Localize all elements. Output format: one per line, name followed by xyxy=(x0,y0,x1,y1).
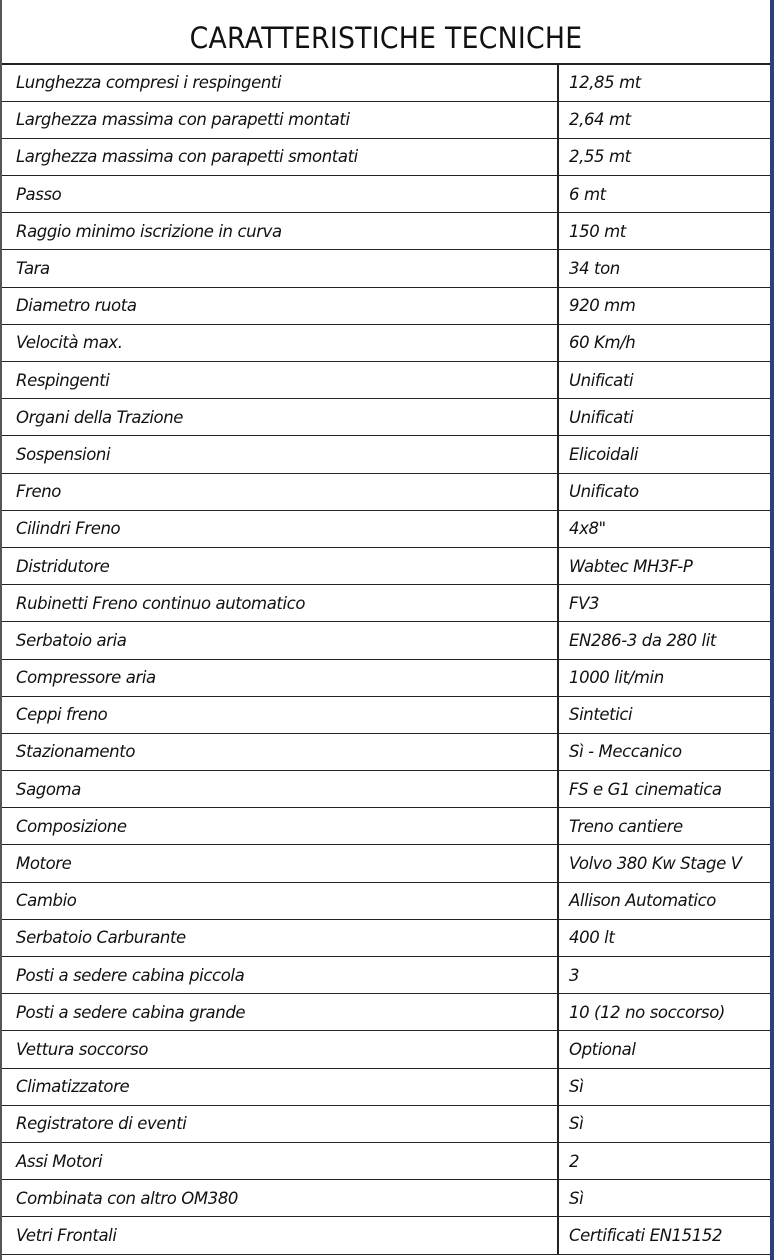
table-row xyxy=(2,64,770,101)
spec-value: 60 Km/h xyxy=(558,324,770,361)
spec-value: 920 mm xyxy=(558,287,770,324)
spec-value: 6 mt xyxy=(558,176,770,213)
spec-value: 34 ton xyxy=(558,250,770,287)
spec-value: Sintetici xyxy=(558,696,770,733)
spec-label: Ceppi freno xyxy=(2,696,558,733)
spec-label: Assi Motori xyxy=(2,1142,558,1179)
table-row xyxy=(2,213,770,250)
spec-label: Rubinetti Freno continuo automatico xyxy=(2,585,558,622)
spec-label: Cilindri Freno xyxy=(2,510,558,547)
spec-value: Sì xyxy=(558,1068,770,1105)
spec-label: Lunghezza compresi i respingenti xyxy=(2,64,558,101)
table-row xyxy=(2,399,770,436)
spec-value: Unificati xyxy=(558,399,770,436)
spec-value: Unificati xyxy=(558,362,770,399)
spec-label: Tara xyxy=(2,250,558,287)
spec-label: Serbatoio aria xyxy=(2,622,558,659)
table-row xyxy=(2,138,770,175)
spec-value: 150 mt xyxy=(558,213,770,250)
table-row xyxy=(2,919,770,956)
page-title: CARATTERISTICHE TECNICHE xyxy=(189,20,583,55)
spec-table xyxy=(2,63,770,1255)
table-row xyxy=(2,733,770,770)
spec-label: Respingenti xyxy=(2,362,558,399)
table-row xyxy=(2,1031,770,1068)
spec-value: 1000 lit/min xyxy=(558,659,770,696)
spec-label: Posti a sedere cabina grande xyxy=(2,994,558,1031)
spec-label: Velocità max. xyxy=(2,324,558,361)
spec-value: Volvo 380 Kw Stage V xyxy=(558,845,770,882)
table-row xyxy=(2,622,770,659)
spec-value: EN286-3 da 280 lit xyxy=(558,622,770,659)
spec-label: Sospensioni xyxy=(2,436,558,473)
spec-value: Treno cantiere xyxy=(558,808,770,845)
table-row xyxy=(2,473,770,510)
spec-value: 2,64 mt xyxy=(558,101,770,138)
spec-value: 400 lt xyxy=(558,919,770,956)
table-row xyxy=(2,994,770,1031)
table-row xyxy=(2,957,770,994)
table-row xyxy=(2,547,770,584)
table-row xyxy=(2,1068,770,1105)
spec-label: Posti a sedere cabina piccola xyxy=(2,957,558,994)
table-row xyxy=(2,696,770,733)
table-row xyxy=(2,845,770,882)
spec-label: Serbatoio Carburante xyxy=(2,919,558,956)
spec-label: Composizione xyxy=(2,808,558,845)
spec-value: 3 xyxy=(558,957,770,994)
spec-value: Optional xyxy=(558,1031,770,1068)
table-row xyxy=(2,436,770,473)
spec-value: Elicoidali xyxy=(558,436,770,473)
spec-value: Sì - Meccanico xyxy=(558,733,770,770)
spec-value: 10 (12 no soccorso) xyxy=(558,994,770,1031)
spec-value: 2 xyxy=(558,1142,770,1179)
spec-label: Motore xyxy=(2,845,558,882)
spec-value: Wabtec MH3F-P xyxy=(558,547,770,584)
table-row xyxy=(2,771,770,808)
spec-label: Climatizzatore xyxy=(2,1068,558,1105)
spec-label: Combinata con altro OM380 xyxy=(2,1180,558,1217)
table-row xyxy=(2,287,770,324)
spec-table-body xyxy=(2,64,770,1254)
table-row xyxy=(2,585,770,622)
spec-label: Vetri Frontali xyxy=(2,1217,558,1254)
table-row xyxy=(2,808,770,845)
table-row xyxy=(2,1217,770,1254)
table-row xyxy=(2,510,770,547)
spec-label: Diametro ruota xyxy=(2,287,558,324)
spec-value: 4x8" xyxy=(558,510,770,547)
spec-label: Stazionamento xyxy=(2,733,558,770)
spec-value: 12,85 mt xyxy=(558,64,770,101)
spec-value: Allison Automatico xyxy=(558,882,770,919)
spec-label: Larghezza massima con parapetti montati xyxy=(2,101,558,138)
spec-label: Organi della Trazione xyxy=(2,399,558,436)
table-row xyxy=(2,659,770,696)
table-row xyxy=(2,324,770,361)
spec-label: Larghezza massima con parapetti smontati xyxy=(2,138,558,175)
spec-value: Certificati EN15152 xyxy=(558,1217,770,1254)
spec-value: Unificato xyxy=(558,473,770,510)
spec-label: Passo xyxy=(2,176,558,213)
spec-label: Cambio xyxy=(2,882,558,919)
spec-label: Registratore di eventi xyxy=(2,1105,558,1142)
spec-value: FS e G1 cinematica xyxy=(558,771,770,808)
table-row xyxy=(2,1180,770,1217)
spec-label: Compressore aria xyxy=(2,659,558,696)
spec-value: Sì xyxy=(558,1105,770,1142)
spec-value: Sì xyxy=(558,1180,770,1217)
spec-label: Sagoma xyxy=(2,771,558,808)
spec-label: Raggio minimo iscrizione in curva xyxy=(2,213,558,250)
spec-value: FV3 xyxy=(558,585,770,622)
spec-label: Distridutore xyxy=(2,547,558,584)
table-row xyxy=(2,1105,770,1142)
spec-label: Freno xyxy=(2,473,558,510)
table-row xyxy=(2,101,770,138)
spec-value: 2,55 mt xyxy=(558,138,770,175)
table-row xyxy=(2,362,770,399)
table-row xyxy=(2,250,770,287)
table-row xyxy=(2,176,770,213)
table-row xyxy=(2,882,770,919)
table-row xyxy=(2,1142,770,1179)
spec-label: Vettura soccorso xyxy=(2,1031,558,1068)
